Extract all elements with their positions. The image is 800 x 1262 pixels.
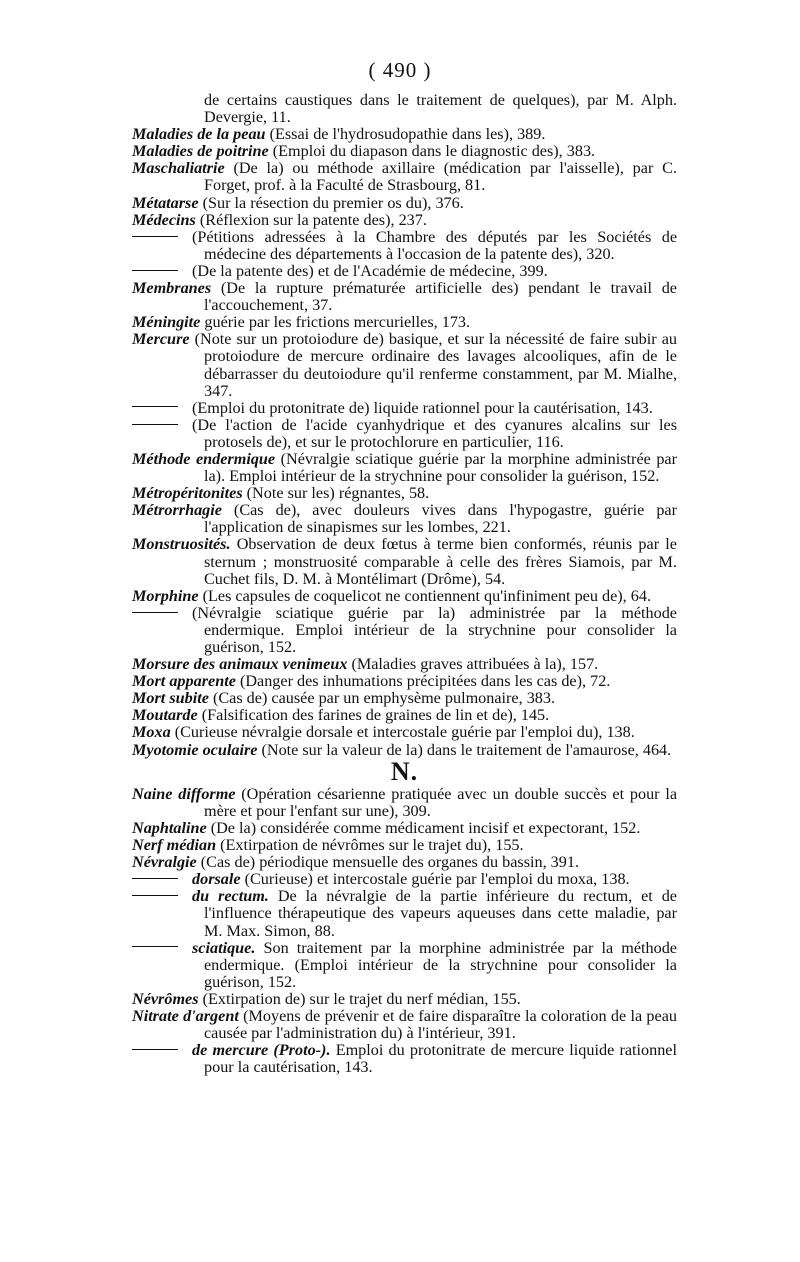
entry-text: (De la rupture prématurée artificielle des) pendant le travail de l'accouchement, 37. [204,279,677,315]
ditto-dash [132,1049,178,1050]
subentry-heading: dorsale [192,870,241,889]
entry-text: (Extirpation de névrômes sur le trajet du), 155. [216,836,524,855]
index-entry [132,212,677,229]
index-list-m [132,92,677,759]
index-entry [132,502,677,536]
ditto-dash [132,878,178,879]
entry-heading: Membranes [132,279,212,298]
entry-text: (Note sur les) régnantes, 58. [242,484,430,503]
ditto-dash [132,270,178,271]
index-entry [132,160,677,194]
index-entry [132,991,677,1008]
entry-heading: Métatarse [132,193,199,212]
entry-heading: Maladies de la peau [132,125,266,144]
index-subentry [132,229,677,263]
entry-text: (De la patente des) et de l'Académie de médecine, 399. [192,261,548,280]
index-entry [132,786,677,820]
entry-heading: Monstruosités. [132,535,231,554]
entry-heading: Maschaliatrie [132,159,225,178]
entry-text: (Danger des inhumations précipitées dans les cas de), 72. [235,672,611,691]
entry-text: de certains caustiques dans le traitement de quelques), par M. Alph. Devergie, 11. [204,91,677,127]
entry-text: (Emploi du protonitrate de) liquide rationnel pour la cautérisation, 143. [192,398,653,417]
entry-text: Emploi du protonitrate de mercure liquide rationnel pour la cautérisation, 143. [204,1041,677,1077]
entry-heading: Métrorrhagie [132,501,222,520]
entry-text: (Cas de) périodique mensuelle des organes du bassin, 391. [196,853,580,872]
index-entry [132,451,677,485]
entry-text: (Maladies graves attribuées à la), 157. [347,655,599,674]
index-entries [132,92,677,1076]
entry-heading: Mort subite [132,689,209,708]
index-entry [132,126,677,143]
index-subentry [132,1042,677,1076]
entry-text: (De la) ou méthode axillaire (médication par l'aisselle), par C. Forget, prof. à la Faculté de Strasbourg, 81. [204,159,677,195]
index-entry [132,536,677,587]
index-entry [132,656,677,673]
entry-text: Observation de deux fœtus à terme bien conformés, réunis par le sternum ; monstruosité comparable à celle des frères Siamois, par M. Cuchet fils, D. M. à Montélimart (Drôme), 54. [204,535,677,588]
entry-text: (Essai de l'hydrosudopathie dans les), 389. [265,125,546,144]
index-entry [132,690,677,707]
entry-text: guérie par les frictions mercurielles, 173. [200,313,471,332]
index-entry [132,331,677,399]
entry-text: (De la) considérée comme médicament incisif et expectorant, 152. [206,818,641,837]
entry-heading: Mort apparente [132,672,236,691]
entry-heading: Méningite [132,313,201,332]
entry-text: (Curieuse) et intercostale guérie par l'emploi du moxa, 138. [240,870,630,889]
entry-text: De la névralgie de la partie inférieure du rectum, et de l'influence thérapeutique des vapeurs aqueuses dans cette maladie, par M. Max. Simon, 88. [204,887,677,940]
ditto-dash [132,236,178,237]
index-entry [132,854,677,871]
entry-heading: Médecins [132,210,196,229]
entry-text: (Falsification des farines de graines de lin et de), 145. [197,706,550,725]
ditto-dash [132,406,178,407]
index-entry [132,673,677,690]
index-subentry [132,417,677,451]
entry-text: (Pétitions adressées à la Chambre des députés par les Sociétés de médecine des départements à l'occasion de la patente des), 320. [192,227,677,263]
index-entry [132,588,677,605]
entry-text: (Névralgie sciatique guérie par la morphine administrée par la). Emploi intérieur de la strychnine pour consolider la guérison, 152. [204,449,677,486]
entry-heading: Névralgie [132,853,197,872]
entry-heading: Mercure [132,330,190,349]
entry-text: (Note sur la valeur de la) dans le traitement de l'amaurose, 464. [257,740,672,759]
subentry-heading: de mercure (Proto-). [192,1041,331,1060]
entry-heading: Névrômes [132,989,199,1008]
entry-heading: Moutarde [132,706,198,725]
index-entry [132,724,677,741]
ditto-dash [132,946,178,947]
entry-heading: Métropéritonites [132,484,243,503]
ditto-dash [132,424,178,425]
entry-text: (De l'action de l'acide cyanhydrique et des cyanures alcalins sur les protosels de), et sur le protochlorure en particulier, 116. [192,415,677,451]
ditto-dash [132,895,178,896]
entry-text: (Opération césarienne pratiquée avec un double succès et pour la mère et pour l'enfant sur une), 309. [204,784,677,820]
index-entry [132,707,677,724]
subentry-heading: sciatique. [192,938,256,957]
index-entry [132,195,677,212]
entry-heading: Naphtaline [132,818,207,837]
index-list-n [132,786,677,1077]
index-entry [132,485,677,502]
entry-text: (Névralgie sciatique guérie par la) administrée par la méthode endermique. Emploi intérieur de la strychnine pour consolider la guérison, 152. [192,603,677,656]
index-entry [132,820,677,837]
index-entry [132,837,677,854]
page-number: ( 490 ) [368,58,432,82]
index-subentry [132,940,677,991]
entry-text: (Cas de), avec douleurs vives dans l'hypogastre, guérie par l'application de sinapismes sur les lombes, 221. [204,501,677,537]
entry-text: (Emploi du diapason dans le diagnostic des), 383. [268,142,596,161]
index-subentry [132,400,677,417]
index-subentry [132,871,677,888]
index-subentry [132,888,677,939]
entry-text: (Moyens de prévenir et de faire disparaître la coloration de la peau causée par l'administration du) à l'intérieur, 391. [204,1006,677,1043]
index-entry-continuation [132,92,677,126]
entry-heading: Moxa [132,723,171,742]
section-letter: N. [390,756,419,786]
index-entry [132,280,677,314]
entry-heading: Nerf médian [132,836,217,855]
index-entry [132,742,677,759]
index-subentry [132,605,677,656]
index-entry [132,143,677,160]
entry-text: (Extirpation de) sur le trajet du nerf médian, 155. [198,989,521,1008]
entry-heading: Méthode endermique [132,449,276,468]
entry-text: (Sur la résection du premier os du), 376. [198,193,464,212]
entry-text: (Note sur un protoiodure de) basique, et sur la nécessité de faire subir au protoiodure de mercure ordinaire des lavages alcooliques, afin de le débarrasser du deutoiodure qu'il renferme constamment, par M. Mialhe, 347. [189,330,677,400]
entry-heading: Morphine [132,586,199,605]
index-entry [132,1008,677,1042]
entry-heading: Nitrate d'argent [132,1006,239,1025]
entry-heading: Myotomie oculaire [132,740,258,759]
entry-text: (Curieuse névralgie dorsale et intercostale guérie par l'emploi du), 138. [170,723,635,742]
entry-text: (Les capsules de coquelicot ne contiennent qu'infiniment peu de), 64. [198,586,652,605]
entry-heading: Morsure des animaux venimeux [132,655,348,674]
subentry-heading: du rectum. [192,887,269,906]
entry-text: (Cas de) causée par un emphysème pulmonaire, 383. [208,689,556,708]
entry-heading: Naine difforme [132,784,236,803]
ditto-dash [132,612,178,613]
index-subentry [132,263,677,280]
entry-text: Son traitement par la morphine administrée par la méthode endermique. (Emploi intérieur de la strychnine pour consolider la guérison, 152. [204,938,677,991]
index-entry [132,314,677,331]
entry-heading: Maladies de poitrine [132,142,269,161]
entry-text: (Réflexion sur la patente des), 237. [195,210,427,229]
